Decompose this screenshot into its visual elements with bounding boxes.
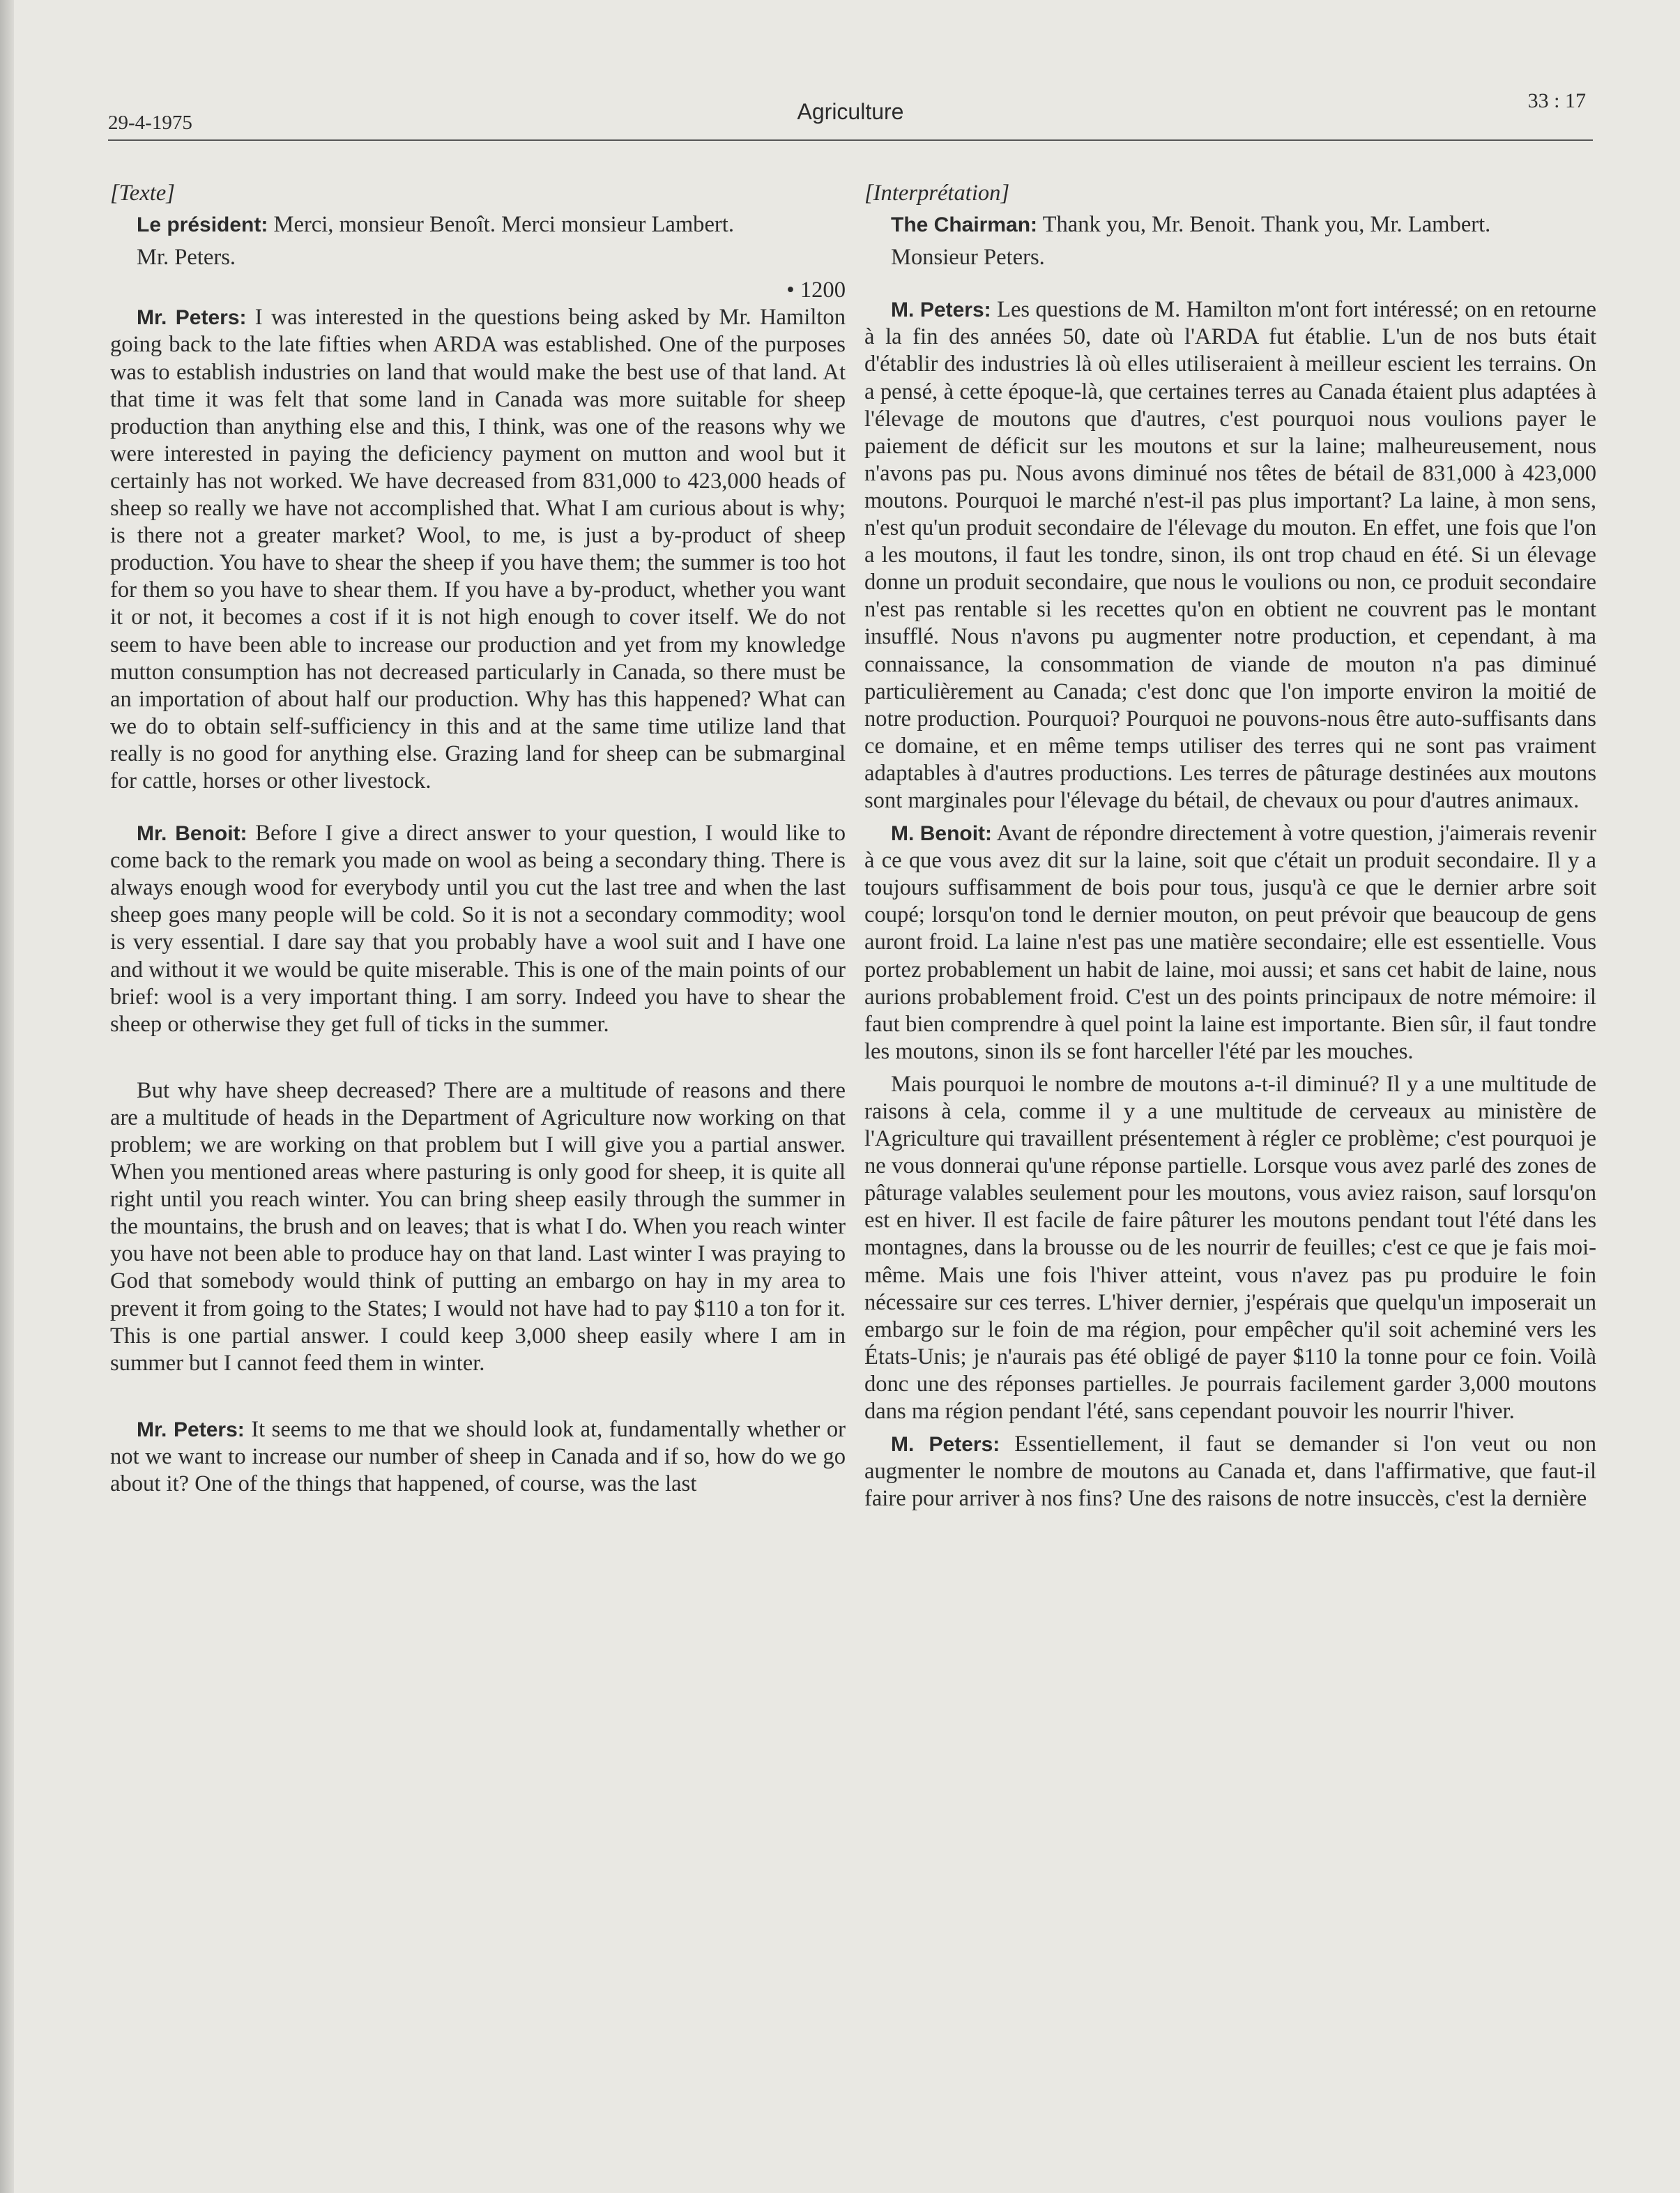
english-column [110,180,846,1503]
paragraph: Mais pourquoi le nombre de moutons a-t-il diminué? Il y a une multitude de raisons à cela, comme il y a une multitude de cerveaux au ministère de l'Agriculture qui travaillent présentement à régler ce problème; c'est pourquoi je ne vous donnerai qu'une réponse partielle. Lorsque vous avez parlé des zones de pâturage valables seulement pour les moutons, vous aviez raison, sauf lorsqu'on est en hiver. Il est facile de faire pâturer les moutons pendant tout l'été dans les montagnes, dans la brousse ou de les nourrir de feuilles; c'est ce que je fais moi-même. Mais une fois l'hiver atteint, vous n'avez pas pu produire le foin nécessaire sur ces terres. L'hiver dernier, j'espérais que quelqu'un imposerait un embargo sur le foin de ma région, pour empêcher qu'il soit acheminé vers les États-Unis; je n'aurais pas été obligé de payer $110 la tonne pour ce foin. Voilà donc une des réponses partielles. Je pourrais facilement garder 3,000 moutons dans ma région pendant l'été, sans cependant pouvoir les nourrir l'hiver. [864,1071,1596,1425]
header-date: 29-4-1975 [108,112,192,134]
page-header [108,89,1593,141]
section-tag: [Texte] [110,181,175,206]
paragraph [864,296,1596,814]
paragraph [110,1416,846,1498]
speaker-name: M. Peters: [891,1433,1000,1457]
paragraph-text: Avant de répondre directement à votre question, j'aimerais revenir à ce que vous avez dit sur la laine, soit que c'était un produit secondaire. Il y a toujours suffisamment de bois pour tous, jusqu'à ce que le dernier arbre soit coupé; lorsqu'on tond le dernier mouton, on peut prévoir que beaucoup de gens auront froid. La laine n'est pas une matière secondaire; elle est essentielle. Vous portez probablement un habit de laine, moi aussi; et sans cet habit de laine, nous aurions probablement froid. C'est un des points principaux de notre mémoire: il faut bien comprendre à quel point la laine est importante. Bien sûr, il faut tondre les moutons, sinon ils se font harceller l'été par les mouches. [864,821,1597,1064]
paragraph [110,820,846,1038]
paragraph: Monsieur Peters. [891,245,1045,271]
paragraph-text: Essentiellement, il faut se demander si l'on veut ou non augmenter le nombre de moutons au Canada et, dans l'affirmative, que faut-il faire pour arriver à nos fins? Une des raisons de notre insuccès, c'est la dernière [864,1432,1596,1512]
paragraph [110,211,846,238]
paragraph: Mr. Peters. [137,245,236,271]
speaker-name: The Chairman: [891,213,1038,237]
paragraph-text: I was interested in the questions being asked by Mr. Hamilton going back to the late fifties when ARDA was established. One of the purposes was to establish industries on land that would make the best use of that land. At that time it was felt that some land in Canada was more suitable for sheep production than anything else and this, I think, was one of the reasons why we were interested in paying the deficiency payment on mutton and wool but it certainly has not worked. We have decreased from 831,000 to 423,000 heads of sheep so really we have not accomplished that. What I am curious about is why; is there not a greater market? Wool, to me, is just a by-product of sheep production. You have to shear the sheep if you have them; the summer is too hot for them so you have to shear them. If you have a by-product, whether you want it or not, it becomes a cost if it is not high enough to cover itself. We do not seem to have been able to increase our production and yet from my knowledge mutton consumption has not decreased particularly in Canada, so there must be an importation of about half our production. Why has this happened? What can we do to obtain self-sufficiency in this and at the same time utilize land that really is no good for anything else. Grazing land for sheep can be submarginal for cattle, horses or other livestock. [110,305,846,794]
speaker-name: Mr. Benoit: [137,822,247,846]
paragraph: But why have sheep decreased? There are a multitude of reasons and there are a multitude of heads in the Department of Agriculture now working on that problem; we are working on that problem but I will give you a partial answer. When you mentioned areas where pasturing is only good for sheep, it is quite all right until you reach winter. You can bring sheep easily through the summer in the mountains, the brush and on leaves; that is what I do. When you reach winter you have not been able to produce hay on that land. Last winter I was praying to God that somebody would think of putting an embargo on hay in my area to prevent it from going to the States; I would not have had to pay $110 a ton for it. This is one partial answer. I could keep 3,000 sheep easily where I am in summer but I cannot feed them in winter. [110,1077,846,1376]
page-binding-shadow [0,0,14,2193]
french-column [864,180,1596,1518]
header-title: Agriculture [797,99,904,124]
paragraph-text: Merci, monsieur Benoît. Merci monsieur Lambert. [268,212,734,238]
paragraph [110,304,846,795]
speaker-name: Mr. Peters: [137,1418,245,1441]
paragraph [864,1431,1596,1512]
speaker-name: Le président: [137,213,268,237]
paragraph-text: It seems to me that we should look at, fundamentally whether or not we want to increase our number of sheep in Canada and if so, how do we go about it? One of the things that happened, of course, was the last [110,1416,846,1497]
speaker-name: M. Benoit: [891,822,993,846]
paragraph-text: Thank you, Mr. Benoit. Thank you, Mr. Lambert. [1037,212,1491,238]
paragraph-text: Before I give a direct answer to your question, I would like to come back to the remark you made on wool as being a secondary thing. There is always enough wood for everybody until you cut the last tree and when the last sheep goes many people will be cold. So it is not a secondary commodity; wool is very essential. I dare say that you probably have a wool suit and I have one and without it we would be quite miserable. This is one of the main points of our brief: wool is a very important thing. I am sorry. Indeed you have to shear the sheep or otherwise they get full of ticks in the summer. [110,821,846,1037]
section-tag: [Interprétation] [864,181,1010,206]
paragraph [864,211,1596,238]
speaker-name: M. Peters: [891,298,991,322]
paragraph [864,820,1596,1065]
paragraph-text: Les questions de M. Hamilton m'ont fort intéressé; on en retourne à la fin des années 50, date où l'ARDA fut établie. L'un de nos buts était d'établir des industries là où elles utiliseraient à meilleur escient les terrains. On a pensé, à cette époque-là, que certaines terres au Canada étaient plus adaptées à l'élevage de moutons que d'autres, c'est pourquoi nous voulions payer le paiement de déficit sur les moutons et sur la laine; malheureusement, nous n'avons pas pu. Nous avons diminué nos têtes de bétail de 831,000 à 423,000 moutons. Pourquoi le marché n'est-il pas plus important? La laine, à mon sens, n'est qu'un produit secondaire de l'élevage du mouton. En effet, une fois que l'on a les moutons, il faut les tondre, sinon, ils ont trop chaud en été. Si un élevage donne un produit secondaire, que nous le voulions ou non, ce produit secondaire n'est pas rentable si les recettes qu'on en obtient ne couvrent pas le montant insufflé. Nous n'avons pu augmenter notre production, et cependant, à ma connaissance, la consommation de viande de mouton n'a pas diminué particulièrement au Canada; c'est donc que l'on importe environ la moitié de notre production. Pourquoi? Pourquoi ne pouvons-nous être auto-suffisants dans ce domaine, et en même temps utiliser des terres qui ne sont pas vraiment adaptables à d'autres productions. Les terres de pâturage destinées aux moutons sont marginales pour l'élevage du bétail, de chevaux ou pour d'autres animaux. [864,297,1596,813]
speaker-name: Mr. Peters: [137,306,247,330]
header-page-number: 33 : 17 [1527,89,1586,112]
time-marker: • 1200 [786,278,846,303]
